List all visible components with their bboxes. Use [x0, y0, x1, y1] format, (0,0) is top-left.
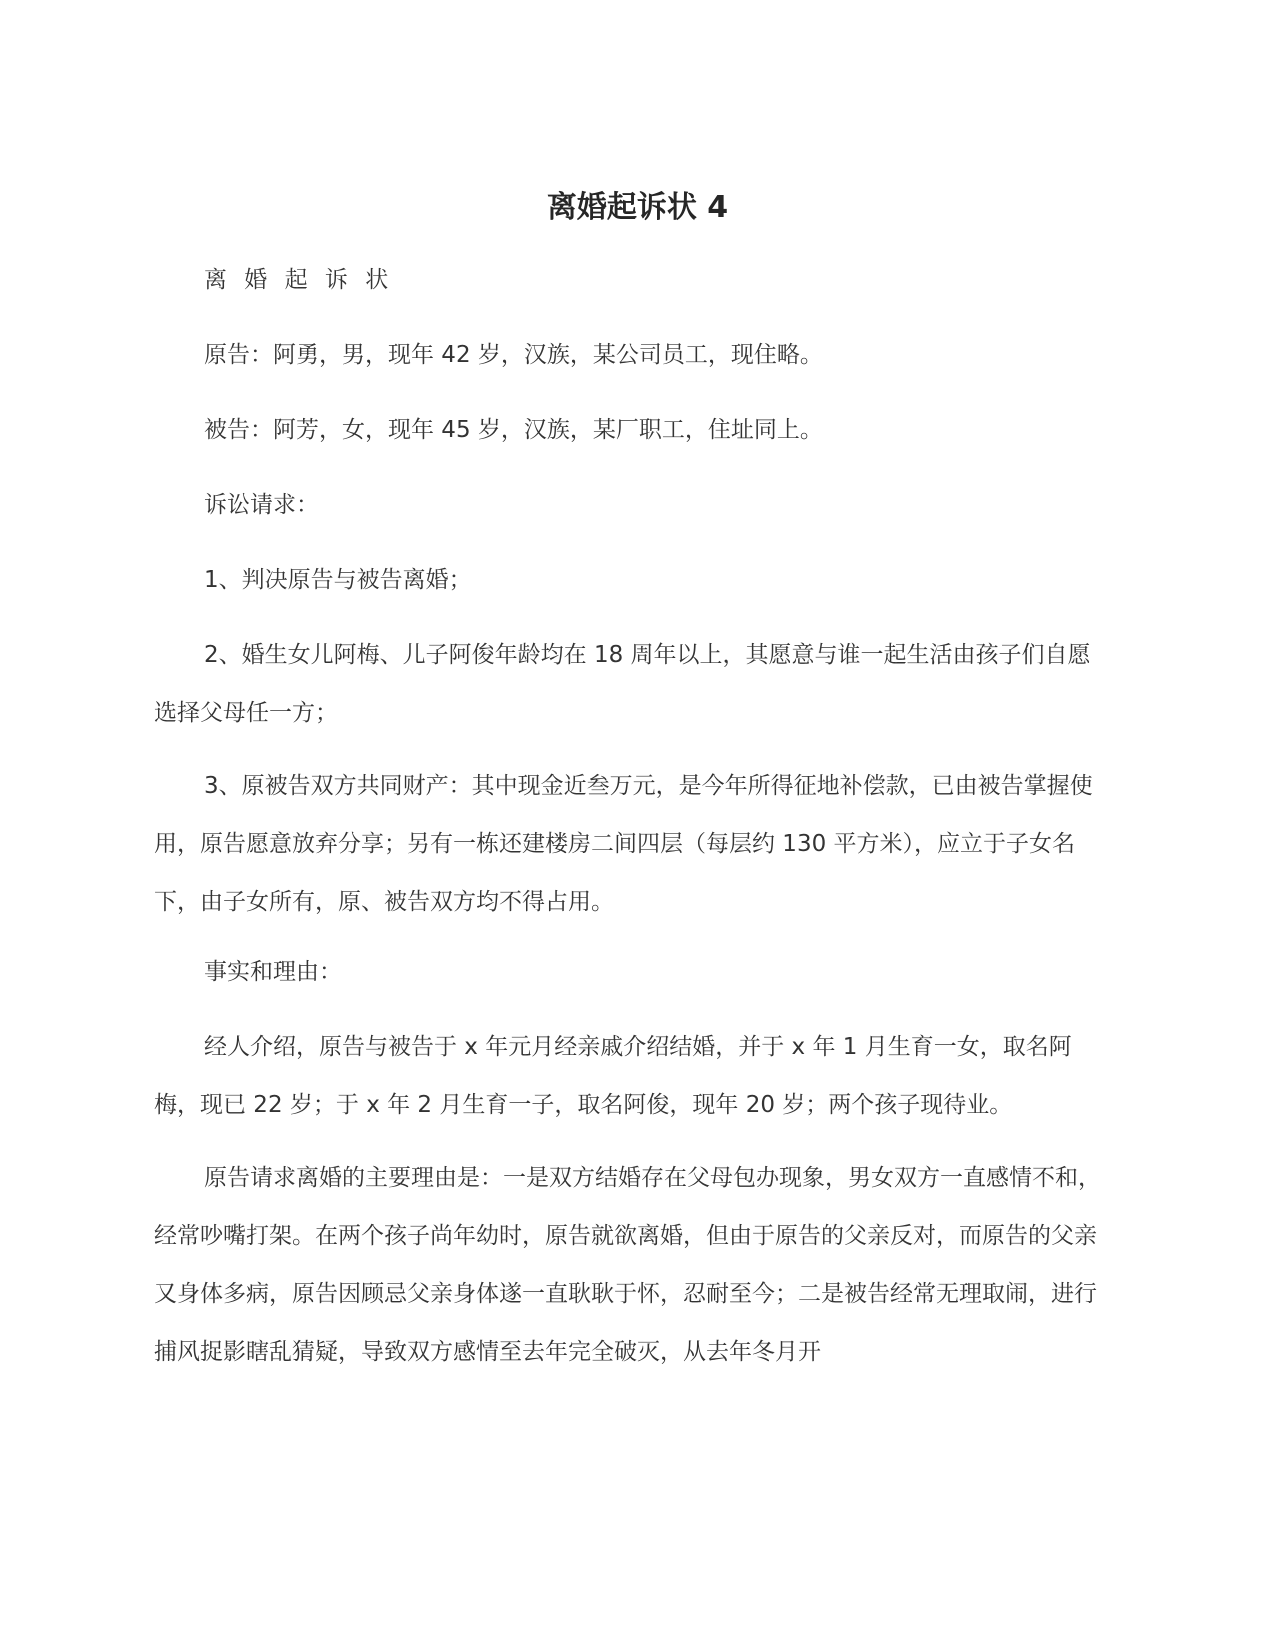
claim-item-2: 2、婚生女儿阿梅、儿子阿俊年龄均在 18 周年以上，其愿意与谁一起生活由孩子们自愿选择父母任一方；	[154, 642, 1091, 726]
plaintiff-info: 原告：阿勇，男，现年 42 岁，汉族，某公司员工，现住略。	[204, 342, 823, 368]
facts-paragraph-1: 经人介绍，原告与被告于 x 年元月经亲戚介绍结婚，并于 x 年 1 月生育一女，取名阿梅，现已 22 岁；于 x 年 2 月生育一子，取名阿俊，现年 20 岁；两个孩子现待业。	[154, 1034, 1072, 1118]
facts-paragraph-2: 原告请求离婚的主要理由是：一是双方结婚存在父母包办现象，男女双方一直感情不和，经常吵嘴打架。在两个孩子尚年幼时，原告就欲离婚，但由于原告的父亲反对，而原告的父亲又身体多病，原告因顾忌父亲身体遂一直耿耿于怀，忍耐至今；二是被告经常无理取闹，进行捕风捉影瞎乱猜疑，导致双方感情至去年完全破灭，从去年冬月开	[154, 1165, 1101, 1365]
document-subtitle: 离 婚 起 诉 状	[204, 267, 394, 293]
claim-item-3: 3、原被告双方共同财产：其中现金近叁万元，是今年所得征地补偿款，已由被告掌握使用，原告愿意放弃分享；另有一栋还建楼房二间四层（每层约 130 平方米），应立于子女名下，由子女所有，原、被告双方均不得占用。	[154, 773, 1093, 915]
claim-item-1: 1、判决原告与被告离婚；	[204, 567, 472, 593]
claims-heading: 诉讼请求：	[204, 492, 319, 518]
defendant-info: 被告：阿芳，女，现年 45 岁，汉族，某厂职工，住址同上。	[204, 417, 823, 443]
facts-heading: 事实和理由：	[204, 959, 342, 985]
document-title: 离婚起诉状 4	[546, 190, 729, 225]
